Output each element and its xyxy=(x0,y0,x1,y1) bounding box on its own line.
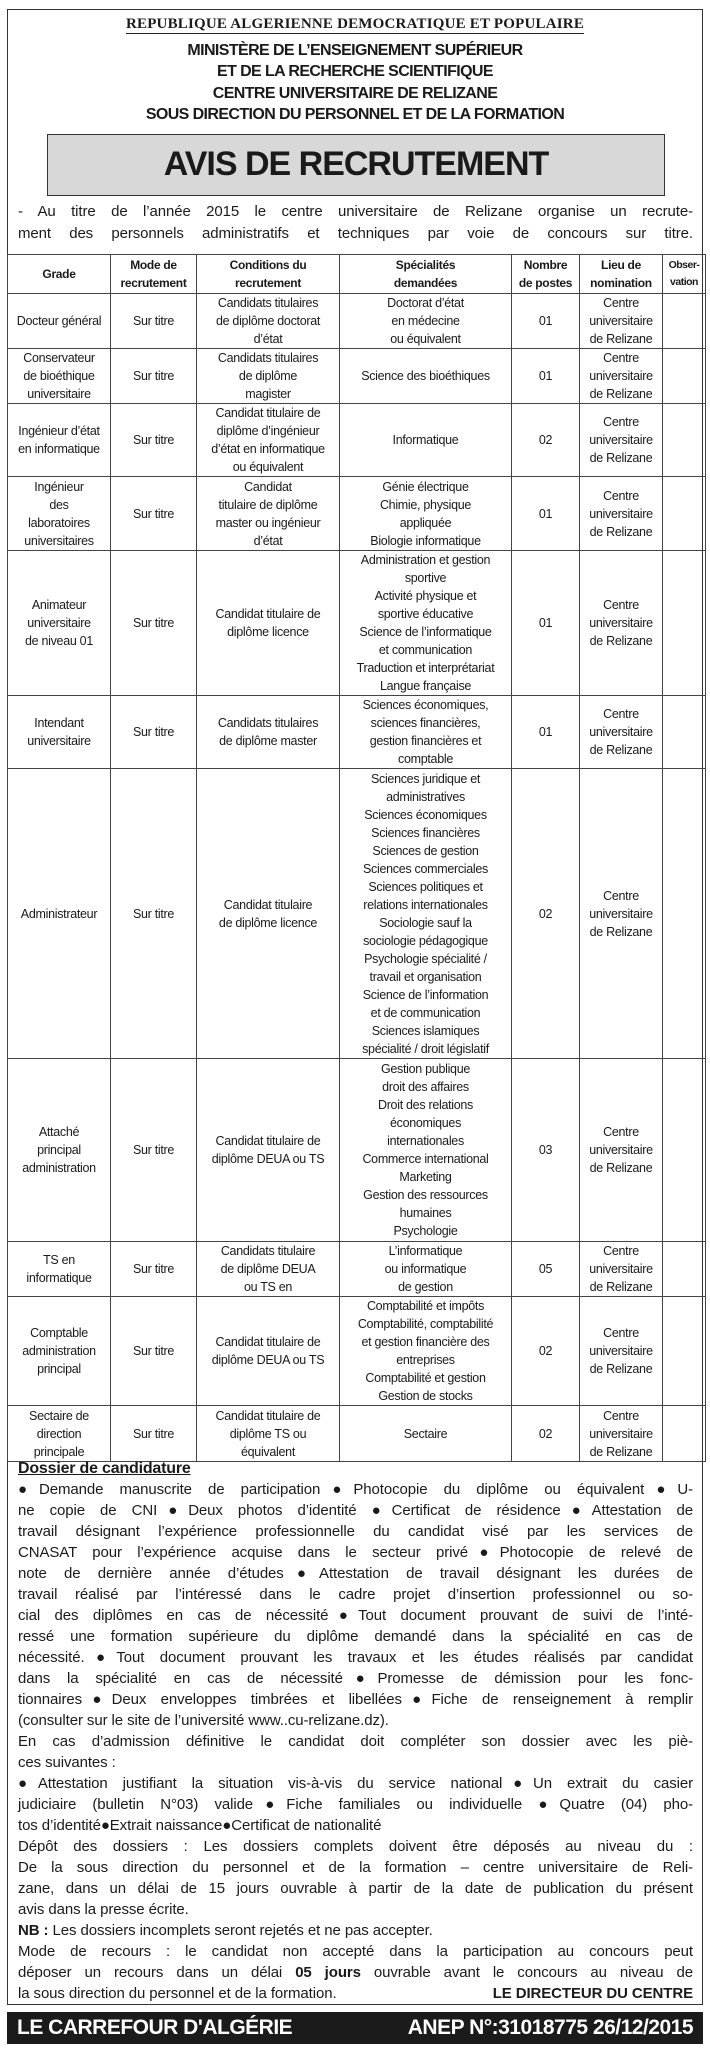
recours-line: déposer un recours dans un délai 05 jours ouvrable avant le concours au niveau de xyxy=(18,1964,693,1981)
header-conditions: Conditions du recrutement xyxy=(197,255,340,294)
cell-conditions: Candidat titulaire de diplôme DEUA ou TS xyxy=(197,1297,340,1406)
ministry-line: ET DE LA RECHERCHE SCIENTIFIQUE xyxy=(217,63,493,80)
dossier-line: ressé une formation supérieure du diplôme demandé dans la spécialité en cas de xyxy=(18,1628,693,1645)
cell-specialites: Science des bioéthiques xyxy=(340,349,512,404)
cell-mode: Sur titre xyxy=(111,1297,197,1406)
cell-observation xyxy=(663,1242,706,1297)
dossier-line: travail désignant l’expérience professionnelle du candidat visé par les services de xyxy=(18,1523,693,1540)
table-row xyxy=(8,551,706,696)
cell-grade: Conservateur de bioéthique universitaire xyxy=(8,349,111,404)
table-row xyxy=(8,1406,706,1462)
intro-text xyxy=(18,201,693,245)
anep-reference: ANEP N°:31018775 26/12/2015 xyxy=(407,2016,693,2039)
cell-specialites: Génie électrique Chimie, physique appliquée Biologie informatique xyxy=(340,477,512,551)
centre-line: CENTRE UNIVERSITAIRE DE RELIZANE xyxy=(212,85,498,102)
intro-line: ment des personnels administratifs et techniques par voie de concours sur titre. xyxy=(18,225,693,242)
dossier-line: tos d’identité●Extrait naissance●Certificat de nationalité xyxy=(18,1817,382,1834)
cell-conditions: Candidats titulaires de diplôme magister xyxy=(197,349,340,404)
ministry-line: MINISTÈRE DE L’ENSEIGNEMENT SUPÉRIEUR xyxy=(187,42,523,59)
cell-postes: 02 xyxy=(512,404,580,477)
cell-grade: TS en informatique xyxy=(8,1242,111,1297)
cell-specialites: Comptabilité et impôts Comptabilité, comptabilité et gestion financière des entreprises Comptabilité et gestion Gestion de stocks xyxy=(340,1297,512,1406)
recruitment-table xyxy=(7,254,706,1462)
header-grade: Grade xyxy=(8,255,111,294)
header-postes: Nombre de postes xyxy=(512,255,580,294)
cell-postes: 01 xyxy=(512,294,580,349)
table-row xyxy=(8,349,706,404)
cell-conditions: Candidat titulaire de diplôme TS ou équivalent xyxy=(197,1406,340,1462)
cell-postes: 01 xyxy=(512,696,580,769)
cell-lieu: Centre universitaire de Relizane xyxy=(580,294,663,349)
cell-grade: Intendant universitaire xyxy=(8,696,111,769)
table-row xyxy=(8,696,706,769)
dossier-line: judiciaire (bulletin N°03) valide●Fiche familiales ou individuelle ●Quatre (04) pho- xyxy=(18,1796,693,1813)
cell-grade: Administrateur xyxy=(8,769,111,1059)
cell-mode: Sur titre xyxy=(111,1242,197,1297)
cell-conditions: Candidat titulaire de diplôme d’ingénieur d’état en informatique ou équivalent xyxy=(197,404,340,477)
republic-heading: REPUBLIQUE ALGERIENNE DEMOCRATIQUE ET POPULAIRE xyxy=(125,16,585,32)
dossier-line: ●Demande manuscrite de participation●Photocopie du diplôme ou équivalent●U- xyxy=(18,1481,693,1498)
cell-mode: Sur titre xyxy=(111,769,197,1059)
cell-lieu: Centre universitaire de Relizane xyxy=(580,349,663,404)
dossier-line: note de dernière année d’études●Attestation de travail désignant les durées de xyxy=(18,1565,693,1582)
cell-conditions: Candidats titulaires de diplôme master xyxy=(197,696,340,769)
dossier-line: travail réalisé par l’intéressé dans le cadre projet d’insertion professionnel ou so- xyxy=(18,1586,693,1603)
cell-observation xyxy=(663,696,706,769)
title-box xyxy=(47,134,665,196)
table-row xyxy=(8,1242,706,1297)
cell-mode: Sur titre xyxy=(111,1406,197,1462)
cell-postes: 02 xyxy=(512,1406,580,1462)
header-lieu: Lieu de nomination xyxy=(580,255,663,294)
cell-postes: 01 xyxy=(512,349,580,404)
cell-specialites: Sciences juridique et administratives Sciences économiques Sciences financières Sciences de gestion Sciences commerciales Sciences politiques et relations internationales Sociologie sauf la sociologie pédagogique Psychologie spécialité / travail et organisation Science de l’information et de communication Sciences islamiques spécialité / droit législatif xyxy=(340,769,512,1059)
cell-specialites: L’informatique ou informatique de gestion xyxy=(340,1242,512,1297)
dossier-line: ●Attestation justifiant la situation vis-à-vis du service national●Un extrait du casier xyxy=(18,1775,693,1792)
dossier-line: avis dans la presse écrite. xyxy=(18,1901,189,1918)
cell-observation xyxy=(663,1059,706,1242)
dossier-line: En cas d’admission définitive le candidat doit compléter son dossier avec les piè- xyxy=(18,1733,693,1750)
cell-observation xyxy=(663,294,706,349)
cell-mode: Sur titre xyxy=(111,1059,197,1242)
cell-conditions: Candidat titulaire de diplôme licence xyxy=(197,769,340,1059)
intro-line: - Au titre de l’année 2015 le centre universitaire de Relizane organise un recrute- xyxy=(18,203,693,220)
cell-observation xyxy=(663,349,706,404)
cell-grade: Attaché principal administration xyxy=(8,1059,111,1242)
dossier-line: (consulter sur le site de l’université www..cu-relizane.dz). xyxy=(18,1712,389,1729)
cell-lieu: Centre universitaire de Relizane xyxy=(580,1297,663,1406)
dossier-line: zane, dans un délai de 15 jours ouvrable à partir de la date de publication du présent xyxy=(18,1880,693,1897)
dossier-line: Dépôt des dossiers : Les dossiers complets doivent être déposés au niveau du : xyxy=(18,1838,693,1855)
header-specialites: Spécialités demandées xyxy=(340,255,512,294)
cell-postes: 03 xyxy=(512,1059,580,1242)
cell-mode: Sur titre xyxy=(111,404,197,477)
table-row xyxy=(8,477,706,551)
header-mode: Mode de recrutement xyxy=(111,255,197,294)
dossier-line: dans la spécialité en cas de nécessité●Promesse de démission pour les fonc- xyxy=(18,1670,693,1687)
cell-conditions: Candidat titulaire de diplôme DEUA ou TS xyxy=(197,1059,340,1242)
newspaper-name: LE CARREFOUR D'ALGÉRIE xyxy=(17,2016,293,2039)
cell-postes: 05 xyxy=(512,1242,580,1297)
cell-mode: Sur titre xyxy=(111,349,197,404)
dossier-line: cial des diplômes en cas de nécessité●Tout document prouvant de suivi de l’inté- xyxy=(18,1607,693,1624)
signature: LE DIRECTEUR DU CENTRE xyxy=(492,1985,693,2002)
table-row xyxy=(8,1059,706,1242)
dossier-title: Dossier de candidature xyxy=(18,1460,191,1477)
cell-postes: 01 xyxy=(512,477,580,551)
cell-specialites: Administration et gestion sportive Activité physique et sportive éducative Science de l’informatique et communication Traduction et interprétariat Langue française xyxy=(340,551,512,696)
cell-observation xyxy=(663,769,706,1059)
table-row xyxy=(8,1297,706,1406)
dossier-line: tionnaires●Deux enveloppes timbrées et libellées●Fiche de renseignement à remplir xyxy=(18,1691,693,1708)
cell-postes: 02 xyxy=(512,769,580,1059)
cell-grade: Ingénieur des laboratoires universitaires xyxy=(8,477,111,551)
cell-conditions: Candidat titulaire de diplôme master ou ingénieur d’état xyxy=(197,477,340,551)
cell-specialites: Doctorat d’état en médecine ou équivalent xyxy=(340,294,512,349)
cell-observation xyxy=(663,1297,706,1406)
cell-lieu: Centre universitaire de Relizane xyxy=(580,477,663,551)
cell-conditions: Candidat titulaire de diplôme licence xyxy=(197,551,340,696)
dossier-section xyxy=(18,1458,693,2004)
cell-specialites: Sciences économiques, sciences financières, gestion financières et comptable xyxy=(340,696,512,769)
table-row xyxy=(8,769,706,1059)
cell-lieu: Centre universitaire de Relizane xyxy=(580,551,663,696)
cell-lieu: Centre universitaire de Relizane xyxy=(580,1242,663,1297)
cell-lieu: Centre universitaire de Relizane xyxy=(580,1406,663,1462)
table-row xyxy=(8,404,706,477)
cell-grade: Ingénieur d’état en informatique xyxy=(8,404,111,477)
table-header-row xyxy=(8,255,706,294)
cell-grade: Docteur général xyxy=(8,294,111,349)
cell-specialites: Sectaire xyxy=(340,1406,512,1462)
cell-lieu: Centre universitaire de Relizane xyxy=(580,1059,663,1242)
cell-observation xyxy=(663,1406,706,1462)
dossier-line: De la sous direction du personnel et de la formation – centre universitaire de Reli- xyxy=(18,1859,693,1876)
dossier-line: ne copie de CNI●Deux photos d’identité ●Certificat de résidence●Attestation de xyxy=(18,1502,693,1519)
cell-specialites: Gestion publique droit des affaires Droit des relations économiques internationales Commerce international Marketing Gestion des ressources humaines Psychologie xyxy=(340,1059,512,1242)
cell-mode: Sur titre xyxy=(111,696,197,769)
cell-mode: Sur titre xyxy=(111,477,197,551)
cell-lieu: Centre universitaire de Relizane xyxy=(580,769,663,1059)
cell-observation xyxy=(663,551,706,696)
footer-bar xyxy=(7,2012,703,2044)
nb-label: NB : xyxy=(18,1922,49,1939)
cell-mode: Sur titre xyxy=(111,551,197,696)
cell-mode: Sur titre xyxy=(111,294,197,349)
recours-signature-line: la sous direction du personnel et de la formation. LE DIRECTEUR DU CENTRE xyxy=(18,1985,693,2002)
cell-observation xyxy=(663,404,706,477)
direction-line: SOUS DIRECTION DU PERSONNEL ET DE LA FORMATION xyxy=(145,106,565,123)
cell-grade: Sectaire de direction principale xyxy=(8,1406,111,1462)
dossier-line: CNASAT pour l’expérience acquise dans le secteur privé●Photocopie de relevé de xyxy=(18,1544,693,1561)
cell-lieu: Centre universitaire de Relizane xyxy=(580,404,663,477)
cell-grade: Animateur universitaire de niveau 01 xyxy=(8,551,111,696)
dossier-line: ces suivantes : xyxy=(18,1754,116,1771)
cell-lieu: Centre universitaire de Relizane xyxy=(580,696,663,769)
page-title: AVIS DE RECRUTEMENT xyxy=(163,145,549,183)
cell-postes: 02 xyxy=(512,1297,580,1406)
table-row xyxy=(8,294,706,349)
cell-conditions: Candidats titulaire de diplôme DEUA ou TS en xyxy=(197,1242,340,1297)
cell-grade: Comptable administration principal xyxy=(8,1297,111,1406)
cell-observation xyxy=(663,477,706,551)
dossier-line: nécessité.●Tout document prouvant les travaux et les études réalisés par candidat xyxy=(18,1649,693,1666)
header-observation: Obser- vation xyxy=(663,255,706,294)
recours-line: Mode de recours : le candidat non accepté dans la participation au concours peut xyxy=(18,1943,693,1960)
cell-conditions: Candidats titulaires de diplôme doctorat d’état xyxy=(197,294,340,349)
nb-line: NB : Les dossiers incomplets seront rejetés et ne pas accepter. xyxy=(18,1922,433,1939)
cell-specialites: Informatique xyxy=(340,404,512,477)
cell-postes: 01 xyxy=(512,551,580,696)
